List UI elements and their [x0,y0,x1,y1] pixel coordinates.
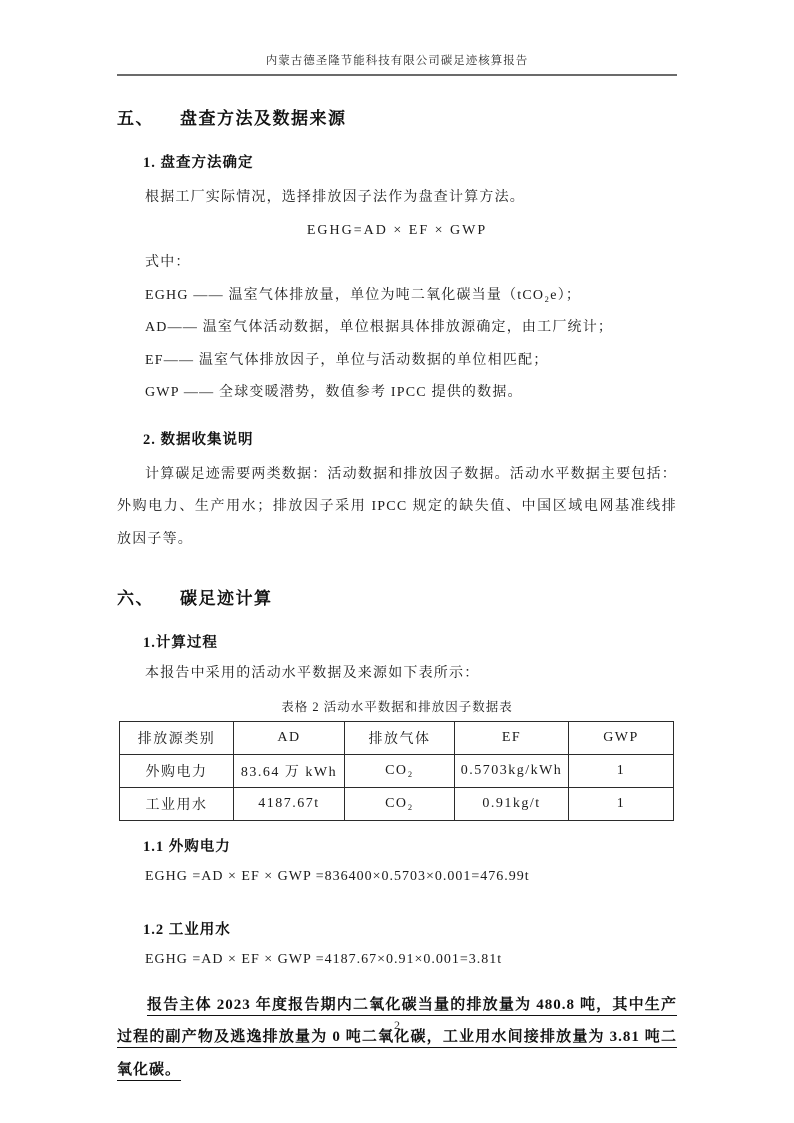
table-header-ad: AD [234,721,345,754]
electricity-calculation: EGHG =AD × EF × GWP =836400×0.5703×0.001=476.99t [145,868,530,884]
definition-ad: AD—— 温室气体活动数据，单位根据具体排放源确定，由工厂统计； [145,320,614,335]
table-intro: 本报告中采用的活动水平数据及来源如下表所示： [145,666,480,681]
page-number: 2 [394,1018,400,1032]
data-collection-paragraph: 计算碳足迹需要两类数据：活动数据和排放因子数据。活动水平数据主要包括：外购电力、生产用水；排放因子采用 IPCC 规定的缺失值、中国区域电网基准线排放因子等。 [117,466,677,547]
definition-gwp: GWP —— 全球变暖潜势，数值参考 IPCC 提供的数据。 [145,385,523,400]
subsection-6-1-1-heading: 1.1 外购电力 [143,838,231,855]
table-header-gwp: GWP [569,721,674,754]
method-paragraph: 根据工厂实际情况，选择排放因子法作为盘查计算方法。 [145,190,525,205]
subsection-5-1-heading: 1. 盘查方法确定 [143,155,254,171]
page-content [0,52,794,1086]
table-intro-block [117,658,677,691]
subsection-6-1-heading: 1.计算过程 [143,635,218,651]
document-header-title: 内蒙古德圣隆节能科技有限公司碳足迹核算报告 [265,55,529,67]
cell-water-gas: CO₂ [345,787,455,820]
table-caption: 表格 2 活动水平数据和排放因子数据表 [281,699,513,714]
cell-water-ad: 4187.67t [234,787,345,820]
section-5-heading [117,104,677,129]
water-calculation: EGHG =AD × EF × GWP =4187.67×0.91×0.001=3.81t [145,951,503,967]
data-collection-block [117,459,677,557]
cell-electricity-gas: CO₂ [345,754,455,787]
cell-electricity-source: 外购电力 [120,754,234,787]
table-header-row [120,721,674,754]
section-5-number: 五、 [117,109,154,128]
document-header [117,52,677,76]
cell-electricity-ad: 83.64 万 kWh [234,754,345,787]
cell-water-source: 工业用水 [120,787,234,820]
section-6-number: 六、 [117,589,154,608]
table-header-ef: EF [455,721,569,754]
conclusion-paragraph: 报告主体 2023 年度报告期内二氧化碳当量的排放量为 480.8 吨，其中生产过程的副产物及逃逸排放量为 0 吨二氧化碳，工业用水间接排放量为 3.81 吨二氧化碳。 [117,996,677,1078]
activity-data-table [119,721,674,821]
section-5-title: 盘查方法及数据来源 [180,109,347,128]
table-row-electricity [120,754,674,787]
cell-water-ef: 0.91kg/t [455,787,569,820]
subsection-6-1-2-heading: 1.2 工业用水 [143,921,231,938]
definition-eghg: EGHG —— 温室气体排放量，单位为吨二氧化碳当量（tCO₂e）； [145,287,582,303]
ghg-formula: EGHG=AD × EF × GWP [306,222,488,238]
section-6-heading [117,584,677,609]
table-header-source: 排放源类别 [120,721,234,754]
formula-intro: 式中： [145,255,191,270]
cell-water-gwp: 1 [569,787,674,820]
table-row-water [120,787,674,820]
cell-electricity-ef: 0.5703kg/kWh [455,754,569,787]
definition-ef: EF—— 温室气体排放因子，单位与活动数据的单位相匹配； [145,352,549,368]
method-paragraph-block [117,182,677,410]
cell-electricity-gwp: 1 [569,754,674,787]
table-header-gas: 排放气体 [345,721,455,754]
subsection-5-2-heading: 2. 数据收集说明 [143,431,254,448]
section-6-title: 碳足迹计算 [180,589,273,608]
